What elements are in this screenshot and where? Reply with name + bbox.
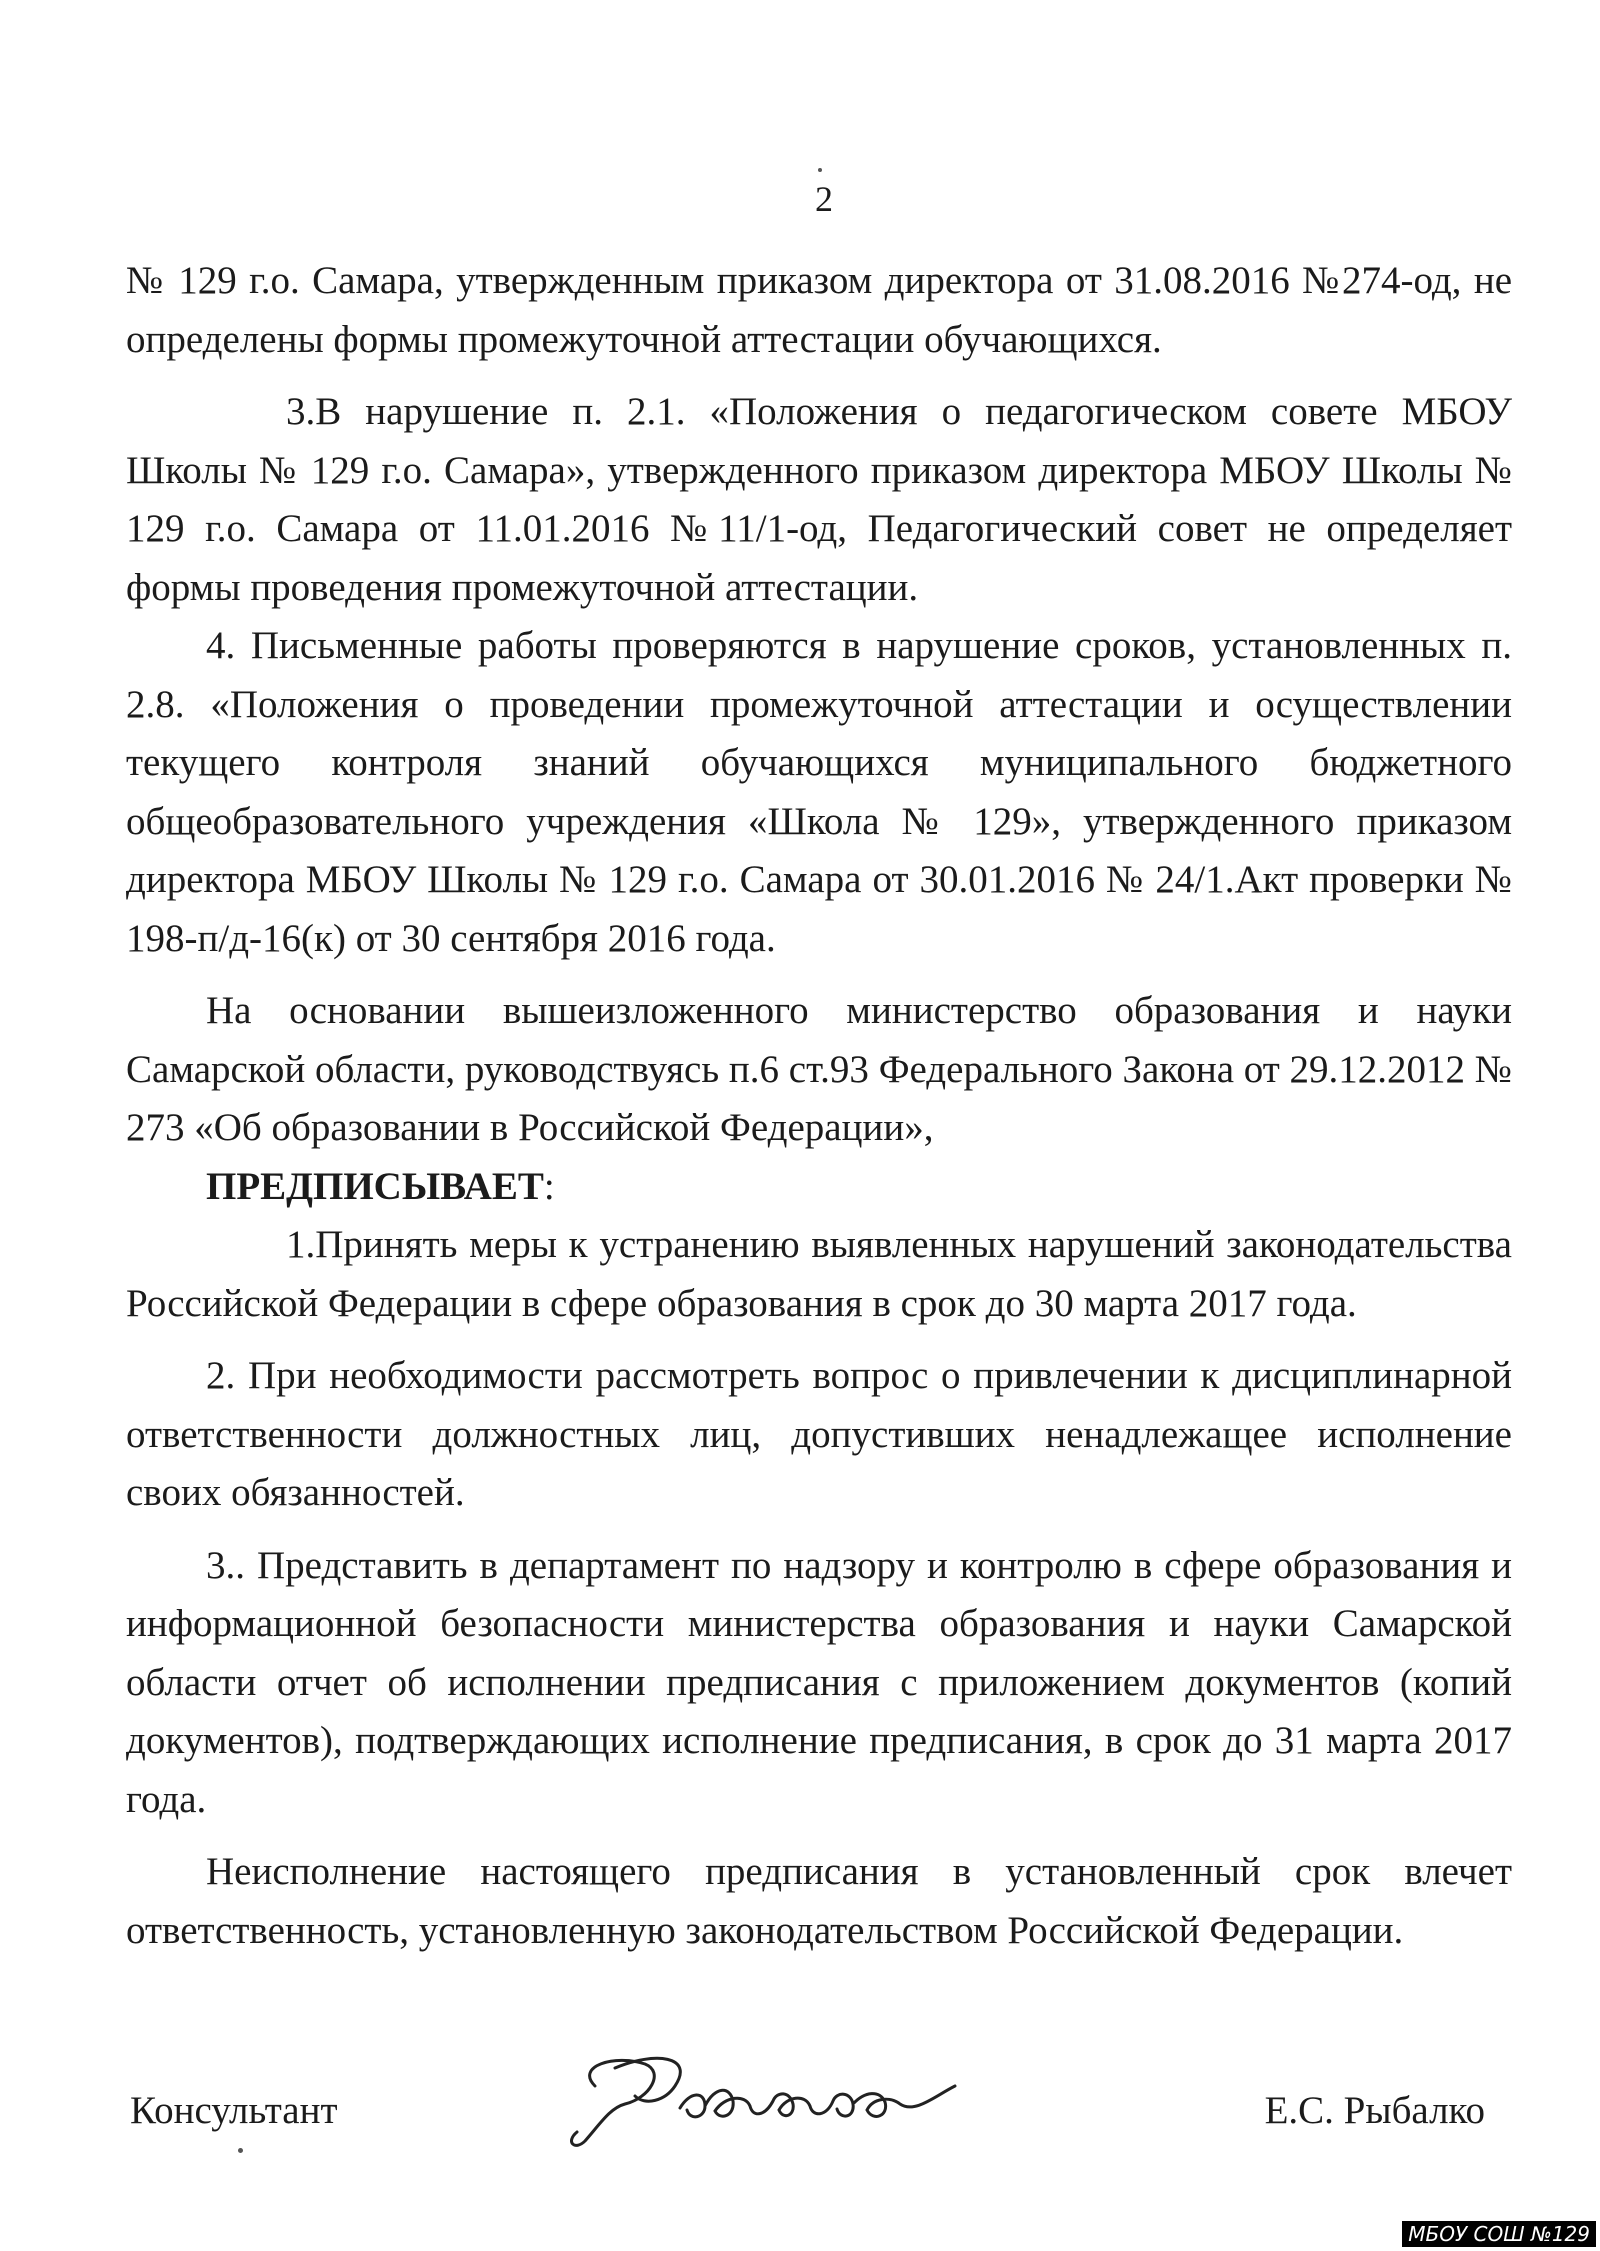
- paragraph-3: 4. Письменные работы проверяются в нарушение сроков, установленных п. 2.8. «Положения о проведении промежуточной аттестации и осуществлении текущего контроля знаний обучающихся муниципального бюджетного общеобразовательного учреждения «Школа № 129», утвержденного приказом директора МБОУ Школы № 129 г.о. Самара от 30.01.2016 № 24/1.Акт проверки № 198-п/д-16(к) от 30 сентября 2016 года.: [126, 624, 1512, 960]
- page-number: 2: [815, 179, 833, 219]
- paragraph-text: В нарушение п. 2.1. «Положения о педагогическом совете МБОУ Школы № 129 г.о. Самара», утвержденного приказом директора МБОУ Школы № 129 г.о. Самара от 11.01.2016 №11/1-од, Педагогический совет не определяет формы проведения промежуточной аттестации.: [126, 390, 1512, 609]
- prescription-heading: [126, 1158, 1512, 1217]
- document-body: [126, 252, 1512, 1960]
- paragraph-8: 3.. Представить в департамент по надзору и контролю в сфере образования и информационной безопасности министерства образования и науки Самарской области отчет об исполнении предписания с приложением документов (копий документов), подтверждающих исполнение предписания, в срок до 31 марта 2017 года.: [126, 1543, 1512, 1821]
- paragraph-7: 2. При необходимости рассмотреть вопрос о привлечении к дисциплинарной ответственности должностных лиц, допустивших ненадлежащее исполнение своих обязанностей.: [126, 1354, 1512, 1514]
- item-number: 3.: [286, 390, 316, 433]
- signature-block: [130, 2088, 1485, 2168]
- watermark-label: МБОУ СОШ №129: [1402, 2221, 1596, 2247]
- paragraph-6: [126, 1216, 1512, 1333]
- paragraph-text: Принять меры к устранению выявленных нарушений законодательства Российской Федерации в сфере образования в срок до 30 марта 2017 года.: [126, 1223, 1512, 1325]
- handwritten-signature: [555, 2046, 995, 2156]
- heading-bold-text: ПРЕДПИСЫВАЕТ: [206, 1164, 544, 1208]
- scan-speck: [818, 168, 822, 172]
- paragraph-9: Неисполнение настоящего предписания в установленный срок влечет ответственность, установленную законодательством Российской Федерации.: [126, 1850, 1512, 1952]
- paragraph-2: [126, 383, 1512, 617]
- signatory-name: Е.С. Рыбалко: [1264, 2089, 1485, 2132]
- signatory-position: Консультант: [130, 2089, 338, 2132]
- heading-colon: :: [543, 1164, 555, 1208]
- scan-speck: [238, 2148, 243, 2153]
- item-number: 1.: [286, 1223, 316, 1266]
- paragraph-1: № 129 г.о. Самара, утвержденным приказом директора от 31.08.2016 №274-од, не определены формы промежуточной аттестации обучающихся.: [126, 259, 1512, 361]
- paragraph-4: На основании вышеизложенного министерство образования и науки Самарской области, руководствуясь п.6 ст.93 Федерального Закона от 29.12.2012 № 273 «Об образовании в Российской Федерации»,: [126, 989, 1512, 1149]
